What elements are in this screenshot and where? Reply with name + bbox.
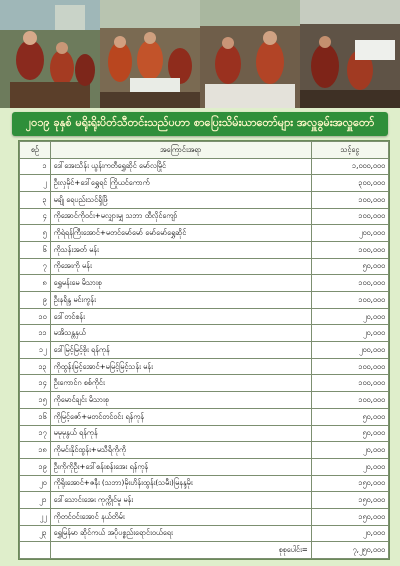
table-row [20,225,389,242]
table-row [20,308,389,325]
row-amount: ၁၀၀,၀၀၀ [311,275,388,292]
table-row [20,158,389,175]
photo-strip [0,0,400,108]
row-name: ဒေါ်သောင်းအေး ကုက္ကိုင်မူ မန်း [50,492,311,509]
total-row [20,542,389,559]
table-row [20,342,389,359]
row-number: ၁၅ [20,392,51,409]
photo-monks-gathering-2 [100,0,200,108]
row-amount: ၂၀၀,၀၀၀ [311,342,388,359]
table-row [20,375,389,392]
header-no: စဉ် [20,142,51,159]
row-amount: ၂၀၀,၀၀၀ [311,225,388,242]
row-amount: ၁၀၀,၀၀၀ [311,392,388,409]
row-amount: ၂၀,၀၀၀ [311,308,388,325]
row-number: ၉ [20,292,51,309]
row-amount: ၁၀၀,၀၀၀ [311,375,388,392]
row-name: ဦးကိုကိုဦး+ဒေါ်စန်းစန်းအေး ရန်ကုန် [50,458,311,475]
header-name: အကြောင်းအရာ [50,142,311,159]
row-name: ရွှေမြန်မာ ဆိုင်ကယ် အပိုပစ္စည်းရောင်းဝယ်ရေး [50,525,311,542]
row-name: ဦးကောင်ဂ စစ်ကိုင်း [50,375,311,392]
row-amount: ၂၀,၀၀၀ [311,525,388,542]
row-number: ၁ [20,158,51,175]
row-name: ကိုမင်းနိုင်ထွန်း+မသီရိကိုကို [50,442,311,459]
table-row [20,392,389,409]
row-amount: ၁၀၀,၀၀၀ [311,358,388,375]
table-row [20,442,389,459]
table-row [20,492,389,509]
header-amount: သင့်ငွေ [311,142,388,159]
row-name: ကိုမြင့်ဇော်+မတင်တင်ဝင်း ရန်ကုန် [50,408,311,425]
row-number: ၇ [20,258,51,275]
row-amount: ၁၀၀,၀၀၀ [311,191,388,208]
row-amount: ၁၅၀,၀၀၀ [311,508,388,525]
row-amount: ၃၀၀,၀၀၀ [311,175,388,192]
table-row [20,525,389,542]
row-number: ၁၄ [20,375,51,392]
row-number: ၁၉ [20,458,51,475]
row-number: ၂၀ [20,475,51,492]
row-name: ကိုထွန်းမြင့်အောင်+မမြင့်မြင့်သန်း မန်း [50,358,311,375]
row-number: ၂ [20,175,51,192]
table-row [20,508,389,525]
row-number: ၄ [20,208,51,225]
row-amount: ၁၅၀,၀၀၀ [311,475,388,492]
row-number: ၂၃ [20,525,51,542]
table-row [20,408,389,425]
row-name: မချို ရေပည်းသင်ရှိဖြိ [50,191,311,208]
row-amount: ၅၀,၀၀၀ [311,408,388,425]
table-row [20,241,389,258]
table-row [20,292,389,309]
row-amount: ၂၀,၀၀၀ [311,458,388,475]
row-name: ဒေါ်အေးသိန်း ယွန်းကတီရွှေဆိုင် မော်လမြိုင် [50,158,311,175]
donation-table-container [18,140,390,560]
row-amount: ၅၀,၀၀၀ [311,258,388,275]
table-row [20,175,389,192]
row-number: ၁၂ [20,342,51,359]
table-row [20,191,389,208]
row-number: ၆ [20,241,51,258]
row-number: ၁၃ [20,358,51,375]
row-name: ဦးလှမိုင်+ဒေါ်ရွှေရင် ကြိုယင်ကောက် [50,175,311,192]
row-number: ၁၆ [20,408,51,425]
row-amount: ၁၀၀,၀၀၀ [311,241,388,258]
total-spacer [20,542,51,559]
table-row [20,258,389,275]
row-name: ရွှေမန်းမေ မိသားစု [50,275,311,292]
row-name: မအိသန္တနှယ် [50,325,311,342]
photo-monks-gathering-1 [0,0,100,108]
table-row [20,325,389,342]
row-name: ကိုအေးကို မန်း [50,258,311,275]
row-amount: ၁၀၀,၀၀၀ [311,208,388,225]
row-number: ၁၁ [20,325,51,342]
total-amount: ၇,၂၅၀,၀၀၀ [311,542,388,559]
row-amount: ၅၀,၀၀၀ [311,425,388,442]
row-name: ကိုသန်းအတ် မန်း [50,241,311,258]
table-row [20,275,389,292]
row-name: ကိုအောင်ကိုဝင်း+မလျှားမျှ သဘာ ထီလိုင်ကျော် [50,208,311,225]
row-name: ဒေါ်မြင့်မြင့်စိုး ရန်ကုန် [50,342,311,359]
row-amount: ၁,၀၀၀,၀၀၀ [311,158,388,175]
row-name: ကိုမောင်ချင်း မိသားစု [50,392,311,409]
photo-monks-gathering-3 [200,0,300,108]
donation-table [19,141,389,559]
row-amount: ၂၀,၀၀၀ [311,442,388,459]
row-amount: ၁၀၀,၀၀၀ [311,292,388,309]
row-number: ၁၇ [20,425,51,442]
row-name: ဦးနရိန္ဒ မင်းကွန်း [50,292,311,309]
row-name: မမုမုနွယ် ရန်ကုန် [50,425,311,442]
row-number: ၁၀ [20,308,51,325]
row-name: ကိုရိုးအောင်+ဇနီး (သဘာ)မိုးဟိန်းထွန်း(သမီး)မြနန္ဒမိုး [50,475,311,492]
table-row [20,475,389,492]
table-row [20,458,389,475]
photo-monks-gathering-4 [300,0,400,108]
row-amount: ၂၀,၀၀၀ [311,325,388,342]
row-number: ၈ [20,275,51,292]
table-row [20,358,389,375]
row-number: ၃ [20,191,51,208]
row-number: ၅ [20,225,51,242]
table-row [20,208,389,225]
table-header-row [20,142,389,159]
row-number: ၂၂ [20,508,51,525]
row-name: ဒေါ်တင်စန်း [50,308,311,325]
row-name: ကိုတင်ဝင်းအောင် နယ်တိမ်း [50,508,311,525]
table-row [20,425,389,442]
row-number: ၁၈ [20,442,51,459]
row-amount: ၁၅၀,၀၀၀ [311,492,388,509]
row-name: ကိုရဲရန်ကြီးအောင်+မတင်မော်မော် မော်မော်ရွှေဆိုင် [50,225,311,242]
total-label: စုစုပေါင်း= [50,542,311,559]
row-number: ၂၁ [20,492,51,509]
page-title: ၂၀၁၉ ခုနှစ် မရိုးရိုးပိတ်သီတင်းသည်ပဟာ စာပြေးသိမ်းယာတော်များ အလှူခွမ်းအလှူတော် [12,112,388,136]
